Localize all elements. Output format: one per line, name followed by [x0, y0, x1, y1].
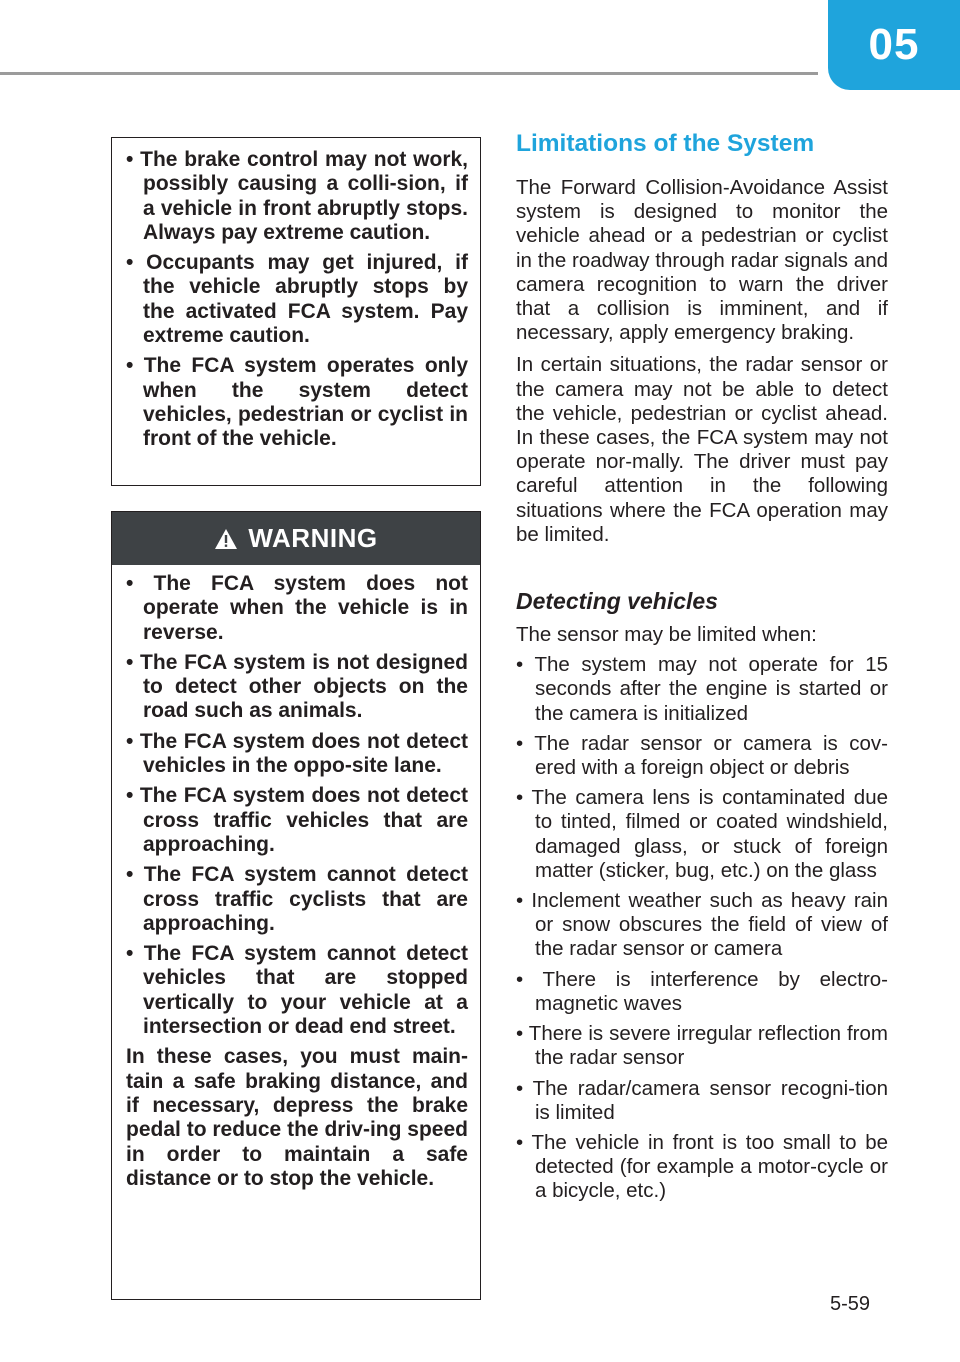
limitation-item: • Inclement weather such as heavy rain or snow obscures the field of view of the radar sensor or camera	[516, 889, 888, 961]
limitation-item: • There is severe irregular reflection from the radar sensor	[516, 1022, 888, 1070]
limitations-list	[516, 653, 888, 1203]
limitation-item: • The radar/camera sensor recogni-tion is limited	[516, 1076, 888, 1124]
main-column	[516, 128, 888, 1210]
warning-closing: In these cases, you must main-tain a safe braking distance, and if necessary, depress the brake pedal to reduce the driv-ing speed in order to maintain a safe distance or to stop the vehicle.	[126, 1045, 468, 1190]
warning-item: • The FCA system does not detect vehicles in the oppo-site lane.	[126, 729, 468, 778]
limitation-item: • There is interference by electro-magnetic waves	[516, 967, 888, 1015]
warning-item: • The FCA system cannot detect cross traffic cyclists that are approaching.	[126, 863, 468, 935]
page-number: 5-59	[830, 1293, 871, 1315]
list-intro: The sensor may be limited when:	[516, 623, 817, 647]
chapter-tab	[828, 0, 960, 90]
limitation-item: • The vehicle in front is too small to be detected (for example a motor-cycle or a bicycle, etc.)	[516, 1130, 888, 1203]
limitation-item: • The system may not operate for 15 seconds after the engine is started or the camera is initialized	[516, 653, 888, 725]
warning-box	[111, 511, 481, 1300]
chapter-number: 05	[868, 20, 920, 69]
body-paragraph: In certain situations, the radar sensor or the camera may not be able to detect the vehicle, pedestrian or cyclist ahead. In these cases, the FCA system may not operate nor-mally. The driver must pay careful attention in the following situations where the FCA operation may be limited.	[516, 353, 888, 546]
section-title: Limitations of the System	[516, 130, 815, 157]
caution-item: • Occupants may get injured, if the vehicle abruptly stops by the activated FCA system. Pay extreme caution.	[126, 251, 468, 348]
warning-title: WARNING	[248, 523, 378, 553]
limitation-item: • The camera lens is contaminated due to tinted, filmed or coated windshield, damaged glass, or stuck of foreign matter (sticker, bug, etc.) on the glass	[516, 786, 888, 882]
body-paragraph: The Forward Collision-Avoidance Assist system is designed to monitor the vehicle ahead or a pedestrian or cyclist in the roadway through radar signals and camera recognition to warn the driver that a collision is imminent, and if necessary, apply emergency braking.	[516, 176, 888, 345]
warning-item: • The FCA system is not designed to detect other objects on the road such as animals.	[126, 650, 468, 723]
warning-triangle-icon	[214, 528, 238, 550]
warning-list	[126, 572, 468, 1039]
caution-item: • The brake control may not work, possibly causing a colli-sion, if a vehicle in front abruptly stops. Always pay extreme caution.	[126, 148, 468, 244]
caution-box	[111, 137, 481, 486]
header-rule	[0, 72, 818, 75]
warning-item: • The FCA system does not operate when the vehicle is in reverse.	[126, 572, 468, 644]
warning-header	[112, 512, 480, 565]
caution-item: • The FCA system operates only when the system detect vehicles, pedestrian or cyclist in front of the vehicle.	[126, 354, 468, 451]
warning-body	[112, 565, 480, 1191]
caution-list	[126, 148, 468, 452]
warning-item: • The FCA system does not detect cross traffic vehicles that are approaching.	[126, 784, 468, 856]
warning-item: • The FCA system cannot detect vehicles that are stopped vertically to your vehicle at a intersection or dead end street.	[126, 942, 468, 1039]
subsection-title: Detecting vehicles	[516, 588, 718, 615]
limitation-item: • The radar sensor or camera is cov-ered with a foreign object or debris	[516, 731, 888, 780]
